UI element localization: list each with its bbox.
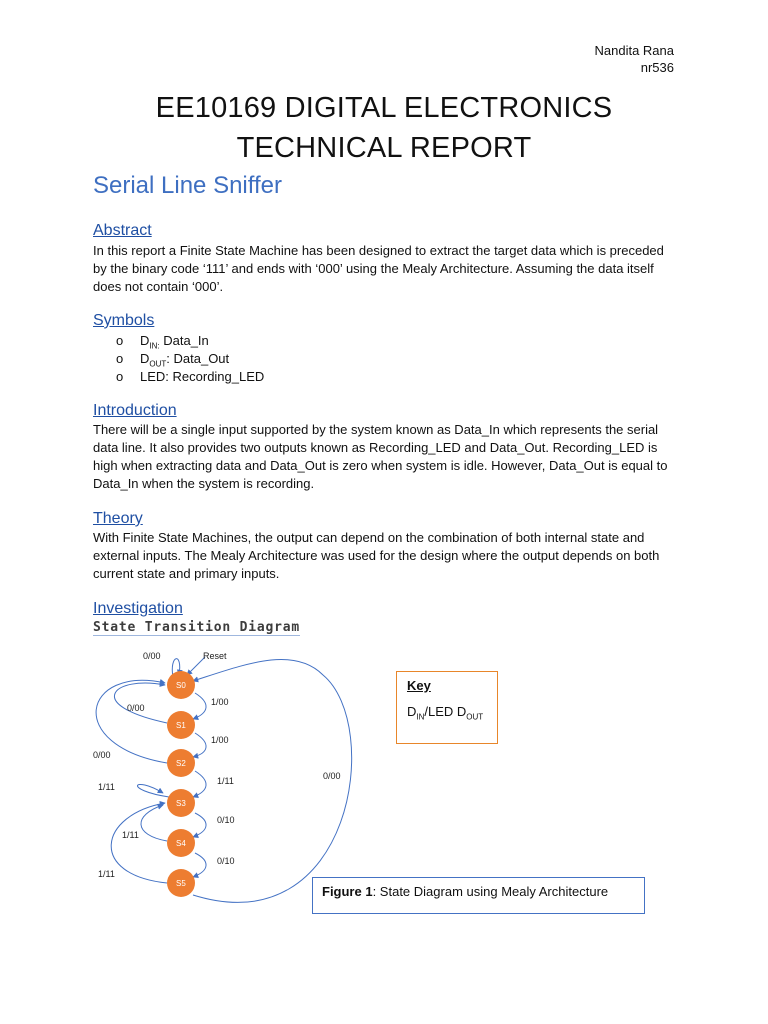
theory-line: external inputs. The Mealy Architecture was used for the design where the output depends on both bbox=[93, 548, 660, 563]
edge-s4-s3 bbox=[141, 805, 167, 841]
edge-label: 1/11 bbox=[122, 830, 139, 840]
edge-label: 0/00 bbox=[323, 771, 341, 781]
edge-label: 1/11 bbox=[217, 776, 234, 786]
introduction-line: high when extracting data and Data_Out is zero when system is idle. However, Data_Out is equal to bbox=[93, 458, 668, 473]
edge-label: 0/10 bbox=[217, 856, 235, 866]
state-nodes bbox=[167, 671, 195, 897]
introduction-line: data line. It also provides two outputs known as Recording_LED and Data_Out. Recording_LED is bbox=[93, 440, 658, 455]
edge-label: 0/00 bbox=[143, 651, 161, 661]
edge-label: 1/11 bbox=[98, 782, 115, 792]
abstract-line: In this report a Finite State Machine has been designed to extract the target data which is preceded bbox=[93, 243, 664, 258]
edge-label: 1/00 bbox=[211, 735, 229, 745]
symbol-item: o $D_{OUT}$: Data_Out bbox=[116, 351, 230, 369]
theory-paragraph bbox=[93, 529, 683, 583]
introduction-heading: Introduction bbox=[93, 402, 177, 419]
key-box bbox=[396, 671, 498, 744]
introduction-line: There will be a single input supported by the system known as Data_In which represents the serial bbox=[93, 422, 659, 437]
key-text: $D_{IN}$/LED $D_{OUT}$ bbox=[407, 704, 484, 722]
edge-label: 0/10 bbox=[217, 815, 235, 825]
edge-label: 0/00 bbox=[93, 750, 111, 760]
title-line-2: TECHNICAL REPORT bbox=[236, 132, 532, 164]
author-block bbox=[595, 42, 675, 76]
author-id: nr536 bbox=[640, 60, 674, 75]
edge-s5-s3 bbox=[111, 803, 167, 883]
edge-s2-s3 bbox=[193, 771, 206, 797]
report-subtitle: Serial Line Sniffer bbox=[93, 172, 282, 199]
author-name: Nandita Rana bbox=[594, 43, 674, 58]
theory-heading: Theory bbox=[93, 510, 143, 527]
reset-label: Reset bbox=[203, 651, 227, 661]
figure-caption-box bbox=[312, 877, 645, 914]
edge-label: 1/00 bbox=[211, 697, 229, 707]
title-line-1: EE10169 DIGITAL ELECTRONICS bbox=[155, 92, 613, 124]
abstract-paragraph bbox=[93, 242, 683, 296]
symbols-heading: Symbols bbox=[93, 312, 155, 329]
bullet-icon: o bbox=[116, 333, 124, 348]
figure-caption-text: : State Diagram using Mealy Architecture bbox=[372, 884, 609, 899]
bullet-icon: o bbox=[116, 351, 124, 366]
abstract-line: does not contain ‘000’. bbox=[93, 279, 224, 294]
introduction-line: Data_In when the system is recording. bbox=[93, 476, 315, 491]
abstract-line: by the binary code ‘111’ and ends with ‘000’ using the Mealy Architecture. Assuming the data itself bbox=[93, 261, 654, 276]
abstract-heading: Abstract bbox=[93, 222, 152, 239]
theory-line: current state and primary inputs. bbox=[93, 566, 280, 581]
state-transition-subheading: State Transition Diagram bbox=[93, 620, 301, 635]
symbol-item: o $D_{IN:}$ Data_In bbox=[116, 333, 209, 351]
edge-s0-s1 bbox=[193, 693, 206, 719]
bullet-icon: o bbox=[116, 369, 124, 384]
key-title: Key bbox=[407, 678, 431, 693]
edge-s4-s5 bbox=[193, 853, 206, 877]
state-label: S4 bbox=[176, 839, 186, 848]
state-label: S3 bbox=[176, 799, 186, 808]
state-label: S1 bbox=[176, 721, 186, 730]
investigation-heading: Investigation bbox=[93, 600, 183, 617]
state-label: S0 bbox=[176, 681, 186, 690]
figure-caption bbox=[322, 884, 608, 899]
edge-label: 1/11 bbox=[98, 869, 115, 879]
edge-label: 0/00 bbox=[127, 703, 145, 713]
state-label: S5 bbox=[176, 879, 186, 888]
edge-s3-self bbox=[137, 784, 169, 797]
introduction-paragraph bbox=[93, 421, 683, 493]
theory-line: With Finite State Machines, the output can depend on the combination of both internal state and bbox=[93, 530, 645, 545]
symbol-item: o LED: Recording_LED bbox=[116, 369, 265, 384]
state-label: S2 bbox=[176, 759, 186, 768]
edge-s1-s2 bbox=[193, 733, 206, 757]
figure-label: Figure 1 bbox=[322, 884, 373, 899]
edge-s3-s4 bbox=[193, 813, 206, 837]
document-title bbox=[0, 88, 768, 168]
